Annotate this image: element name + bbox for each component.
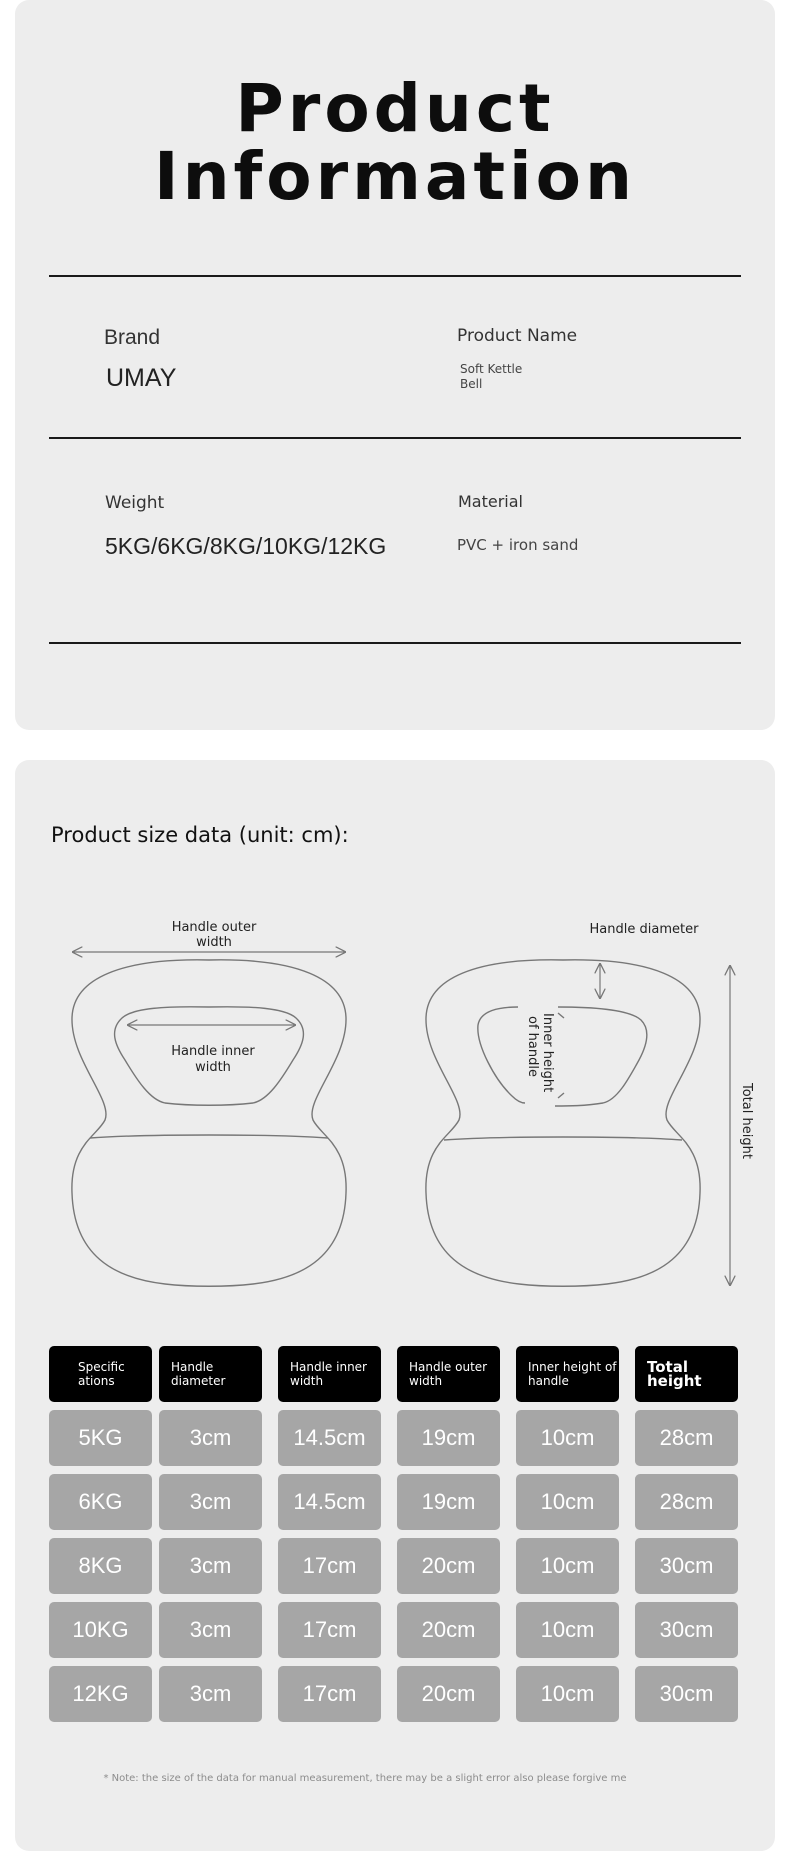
- table-cell-handle-outer-width: 19cm: [397, 1410, 500, 1466]
- total-height-label: Total height: [739, 1083, 754, 1159]
- table-cell-spec: 10KG: [49, 1602, 152, 1658]
- table-cell-inner-height: 10cm: [516, 1538, 619, 1594]
- material-value: PVC + iron sand: [457, 536, 579, 554]
- handle-diameter-label: Handle diameter: [589, 922, 699, 937]
- table-cell-total-height: 28cm: [635, 1410, 738, 1466]
- page-title-line2: Information: [154, 138, 636, 215]
- weight-value: 5KG/6KG/8KG/10KG/12KG: [105, 533, 387, 559]
- table-header-handle-inner-width: Handle inner width: [278, 1346, 381, 1402]
- product-information-card: [15, 0, 775, 730]
- table-cell-inner-height: 10cm: [516, 1666, 619, 1722]
- table-cell-handle-diameter: 3cm: [159, 1666, 262, 1722]
- table-cell-inner-height: 10cm: [516, 1474, 619, 1530]
- table-cell-inner-height: 10cm: [516, 1602, 619, 1658]
- page-title-line1: Product: [235, 70, 555, 147]
- table-cell-spec: 8KG: [49, 1538, 152, 1594]
- size-data-card: [15, 760, 775, 1851]
- table-cell-handle-diameter: 3cm: [159, 1538, 262, 1594]
- table-header-total-height: Total height: [635, 1346, 738, 1402]
- table-header-inner-height: Inner height of handle: [516, 1346, 619, 1402]
- table-cell-handle-outer-width: 19cm: [397, 1474, 500, 1530]
- table-cell-total-height: 30cm: [635, 1666, 738, 1722]
- measurement-note: * Note: the size of the data for manual measurement, there may be a slight error also please forgive me: [103, 1773, 627, 1784]
- table-cell-handle-outer-width: 20cm: [397, 1666, 500, 1722]
- table-cell-spec: 12KG: [49, 1666, 152, 1722]
- brand-label: Brand: [104, 326, 161, 349]
- table-header-handle-outer-width: Handle outer width: [397, 1346, 500, 1402]
- table-header-handle-diameter: Handle diameter: [159, 1346, 262, 1402]
- material-label: Material: [458, 492, 523, 511]
- table-cell-handle-diameter: 3cm: [159, 1602, 262, 1658]
- table-header-specifications: Specific ations: [49, 1346, 152, 1402]
- kettlebell-side-view: [426, 960, 700, 1286]
- table-cell-handle-diameter: 3cm: [159, 1474, 262, 1530]
- kettlebell-dimension-diagram: [15, 760, 775, 1340]
- table-cell-handle-inner-width: 14.5cm: [278, 1410, 381, 1466]
- inner-height-label: Inner height: [540, 1013, 555, 1093]
- handle-inner-width-label: Handle inner: [171, 1044, 255, 1059]
- table-cell-total-height: 30cm: [635, 1538, 738, 1594]
- product-name-value-line1: Soft Kettle: [460, 362, 523, 376]
- table-cell-handle-inner-width: 17cm: [278, 1666, 381, 1722]
- table-cell-total-height: 30cm: [635, 1602, 738, 1658]
- product-name-label: Product Name: [457, 326, 578, 346]
- table-cell-handle-outer-width: 20cm: [397, 1602, 500, 1658]
- table-cell-handle-inner-width: 14.5cm: [278, 1474, 381, 1530]
- table-cell-spec: 6KG: [49, 1474, 152, 1530]
- inner-height-label: of handle: [525, 1016, 540, 1077]
- divider: [49, 275, 741, 277]
- table-cell-handle-diameter: 3cm: [159, 1410, 262, 1466]
- size-section-title: Product size data (unit: cm):: [51, 823, 349, 847]
- table-cell-inner-height: 10cm: [516, 1410, 619, 1466]
- handle-outer-width-label: width: [196, 935, 232, 950]
- kettlebell-front-view: [72, 960, 346, 1286]
- brand-value: UMAY: [106, 364, 177, 392]
- handle-inner-width-label: width: [195, 1060, 231, 1075]
- divider: [49, 437, 741, 439]
- table-cell-handle-inner-width: 17cm: [278, 1602, 381, 1658]
- divider: [49, 642, 741, 644]
- table-cell-total-height: 28cm: [635, 1474, 738, 1530]
- product-name-value-line2: Bell: [460, 377, 483, 391]
- table-cell-spec: 5KG: [49, 1410, 152, 1466]
- table-cell-handle-outer-width: 20cm: [397, 1538, 500, 1594]
- weight-label: Weight: [105, 493, 165, 513]
- handle-outer-width-label: Handle outer: [171, 920, 257, 935]
- table-cell-handle-inner-width: 17cm: [278, 1538, 381, 1594]
